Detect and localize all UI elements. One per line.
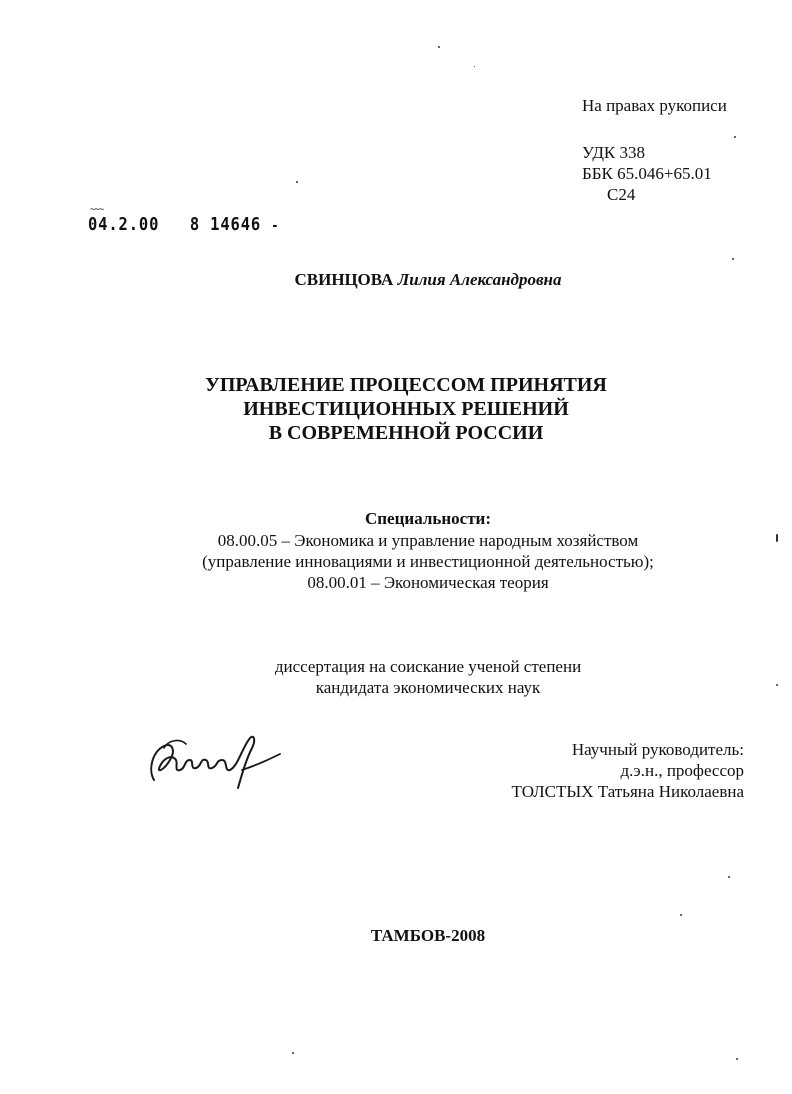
scan-speck xyxy=(680,914,682,916)
author-name xyxy=(0,270,792,290)
specialty-line-3: 08.00.01 – Экономическая теория xyxy=(307,573,549,592)
scan-speck xyxy=(728,876,730,878)
cutter-code: С24 xyxy=(607,185,636,204)
stamp-number: 8 14646 xyxy=(189,214,262,235)
scan-speck xyxy=(438,46,440,48)
scan-speck xyxy=(474,66,475,67)
specialty-line-2: (управление инновациями и инвестиционной деятельностью); xyxy=(202,552,654,571)
archive-stamp xyxy=(88,214,279,235)
scan-speck xyxy=(292,1052,294,1054)
thesis-title-line-1: УПРАВЛЕНИЕ ПРОЦЕССОМ ПРИНЯТИЯ xyxy=(205,374,607,396)
bbk-code: ББК 65.046+65.01 xyxy=(582,164,712,183)
scan-speck xyxy=(776,534,778,542)
supervisor-degree: д.э.н., профессор xyxy=(620,761,744,780)
scan-speck xyxy=(736,1058,738,1060)
supervisor-name: ТОЛСТЫХ Татьяна Николаевна xyxy=(511,782,744,801)
city-year: ТАМБОВ-2008 xyxy=(370,926,486,945)
author-given-name: Лилия Александровна xyxy=(397,270,562,289)
scan-speck xyxy=(776,684,778,686)
stamp-prefix-mark: ~~~ xyxy=(90,205,104,215)
thesis-title-line-2: ИНВЕСТИЦИОННЫХ РЕШЕНИЙ xyxy=(243,398,569,420)
thesis-title-line-3: В СОВРЕМЕННОЙ РОССИИ xyxy=(268,422,544,444)
supervisor-label: Научный руководитель: xyxy=(571,740,744,759)
specialty-line-1: 08.00.05 – Экономика и управление народным хозяйством xyxy=(217,531,639,550)
scan-speck xyxy=(296,181,298,183)
specialties-heading: Специальности: xyxy=(364,509,492,528)
scan-speck xyxy=(734,136,736,138)
degree-line-1: диссертация на соискание ученой степени xyxy=(274,657,582,676)
udk-code: УДК 338 xyxy=(582,143,646,162)
degree-line-2: кандидата экономических наук xyxy=(315,678,541,697)
author-surname: СВИНЦОВА xyxy=(294,270,394,289)
handwritten-signature xyxy=(146,730,286,800)
stamp-date: 04.2.00 xyxy=(88,214,160,235)
scan-speck xyxy=(732,258,734,260)
rights-notice: На правах рукописи xyxy=(582,96,727,115)
stamp-suffix: - xyxy=(271,218,280,234)
